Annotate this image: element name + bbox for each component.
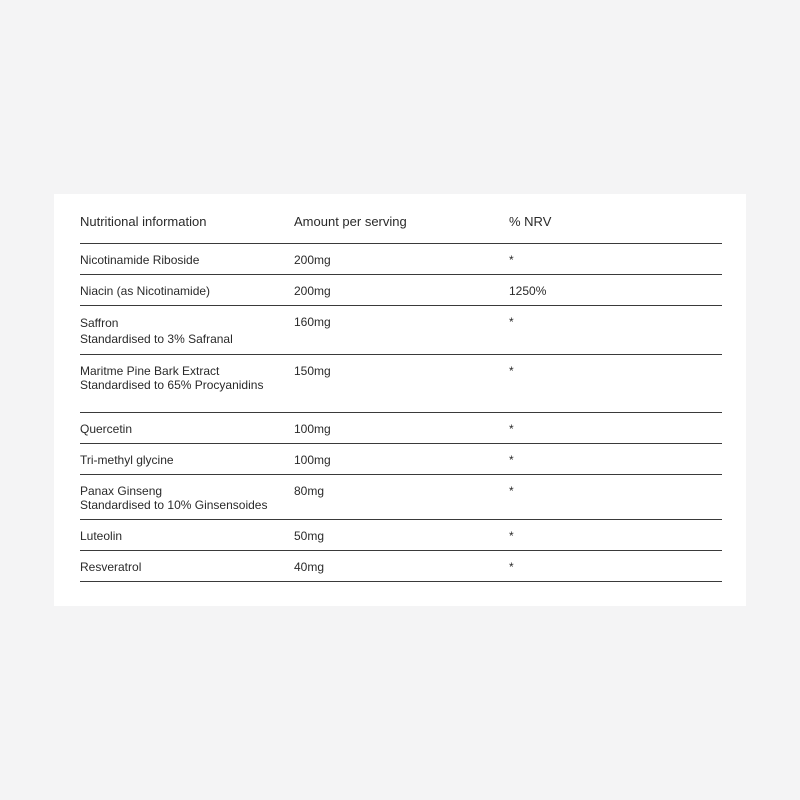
ingredient-nrv: * — [509, 364, 514, 378]
ingredient-amount: 100mg — [294, 453, 331, 467]
ingredient-nrv: * — [509, 315, 514, 329]
table-row — [80, 475, 722, 520]
ingredient-amount: 80mg — [294, 484, 325, 498]
ingredient-nrv: * — [509, 453, 514, 467]
header-name: Nutritional information — [80, 214, 207, 229]
table-row — [80, 520, 722, 551]
ingredient-nrv: * — [509, 253, 514, 267]
ingredient-name: Tri-methyl glycine — [80, 453, 174, 467]
ingredient-nrv: * — [509, 422, 514, 436]
nutrition-table — [80, 194, 722, 582]
table-row — [80, 413, 722, 444]
ingredient-name: Niacin (as Nicotinamide) — [80, 284, 211, 298]
ingredient-nrv: 1250% — [509, 284, 547, 298]
table-row — [80, 275, 722, 306]
table-row — [80, 551, 722, 582]
header-nrv: % NRV — [509, 214, 552, 229]
table-row — [80, 444, 722, 475]
ingredient-name: Luteolin — [80, 529, 123, 543]
ingredient-name-block — [80, 315, 233, 347]
table-row — [80, 306, 722, 355]
table-row — [80, 355, 722, 413]
ingredient-amount: 160mg — [294, 315, 331, 329]
ingredient-name-block — [80, 364, 263, 392]
ingredient-name: Quercetin — [80, 422, 133, 436]
ingredient-standardisation: Standardised to 65% Procyanidins — [80, 378, 264, 392]
ingredient-nrv: * — [509, 484, 514, 498]
table-row — [80, 244, 722, 275]
ingredient-name-block — [80, 484, 267, 512]
ingredient-amount: 40mg — [294, 560, 325, 574]
header-amount: Amount per serving — [294, 214, 407, 229]
ingredient-amount: 200mg — [294, 253, 331, 267]
ingredient-standardisation: Standardised to 10% Ginsensoides — [80, 498, 268, 512]
ingredient-name: Resveratrol — [80, 560, 142, 574]
ingredient-amount: 150mg — [294, 364, 331, 378]
ingredient-nrv: * — [509, 560, 514, 574]
ingredient-name: Saffron — [80, 316, 119, 330]
ingredient-amount: 200mg — [294, 284, 331, 298]
nutrition-card — [54, 194, 746, 606]
ingredient-name: Panax Ginseng — [80, 484, 163, 498]
table-header — [80, 194, 722, 244]
ingredient-standardisation: Standardised to 3% Safranal — [80, 332, 233, 346]
ingredient-amount: 50mg — [294, 529, 325, 543]
ingredient-amount: 100mg — [294, 422, 331, 436]
ingredient-name: Nicotinamide Riboside — [80, 253, 200, 267]
ingredient-name: Maritme Pine Bark Extract — [80, 364, 220, 378]
ingredient-nrv: * — [509, 529, 514, 543]
